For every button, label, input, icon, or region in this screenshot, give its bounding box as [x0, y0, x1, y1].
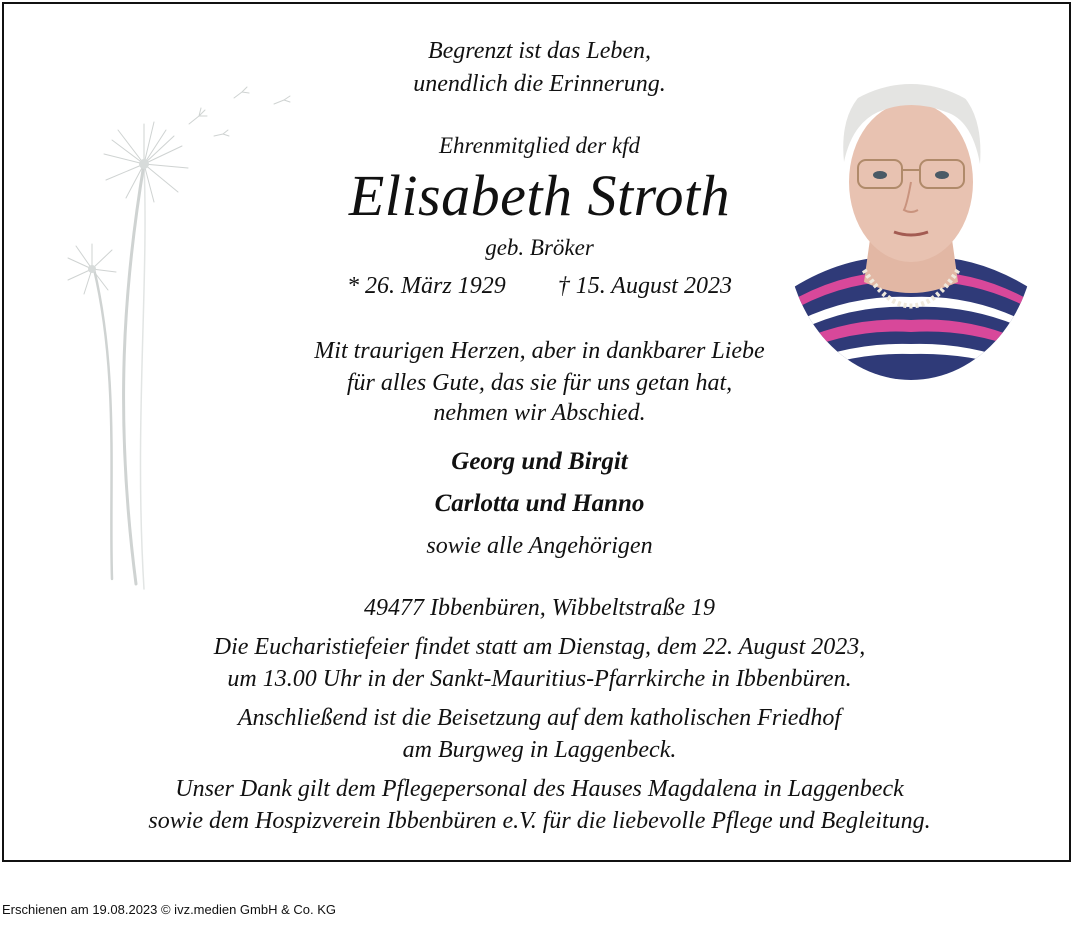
mourner-names-2: Carlotta und Hanno: [434, 490, 645, 517]
service-line-2: um 13.00 Uhr in der Sankt-Mauritius-Pfarrkirche in Ibbenbüren.: [227, 666, 852, 692]
thanks-line-2: sowie dem Hospizverein Ibbenbüren e.V. für die liebevolle Pflege und Begleitung.: [148, 808, 931, 834]
thanks-line-1: Unser Dank gilt dem Pflegepersonal des Hauses Magdalena in Laggenbeck: [175, 776, 904, 802]
address-line: 49477 Ibbenbüren, Wibbeltstraße 19: [363, 595, 716, 621]
deceased-name: Elisabeth Stroth: [348, 163, 731, 228]
mourner-names-1: Georg und Birgit: [451, 448, 628, 475]
farewell-line-2: für alles Gute, das sie für uns getan hat,: [346, 370, 733, 396]
relatives-line: sowie alle Angehörigen: [426, 533, 653, 559]
obituary-notice: [2, 2, 1071, 862]
motto-line-1: Begrenzt ist das Leben,: [427, 38, 652, 64]
birth-name: geb. Bröker: [485, 235, 594, 260]
farewell-line-3: nehmen wir Abschied.: [433, 400, 646, 426]
service-line-1: Die Eucharistiefeier findet statt am Dienstag, dem 22. August 2023,: [213, 634, 866, 660]
burial-line-2: am Burgweg in Laggenbeck.: [402, 737, 677, 763]
honorary-title: Ehrenmitglied der kfd: [439, 133, 640, 158]
life-dates: [4, 273, 1075, 300]
publication-footer: Erschienen am 19.08.2023 © ivz.medien GmbH & Co. KG: [2, 902, 337, 917]
farewell-line-1: Mit traurigen Herzen, aber in dankbarer Liebe: [314, 338, 765, 364]
motto-line-2: unendlich die Erinnerung.: [413, 71, 666, 97]
burial-line-1: Anschließend ist die Beisetzung auf dem katholischen Friedhof: [237, 705, 842, 731]
birth-date: * 26. März 1929: [347, 273, 506, 299]
death-date: † 15. August 2023: [557, 273, 732, 299]
